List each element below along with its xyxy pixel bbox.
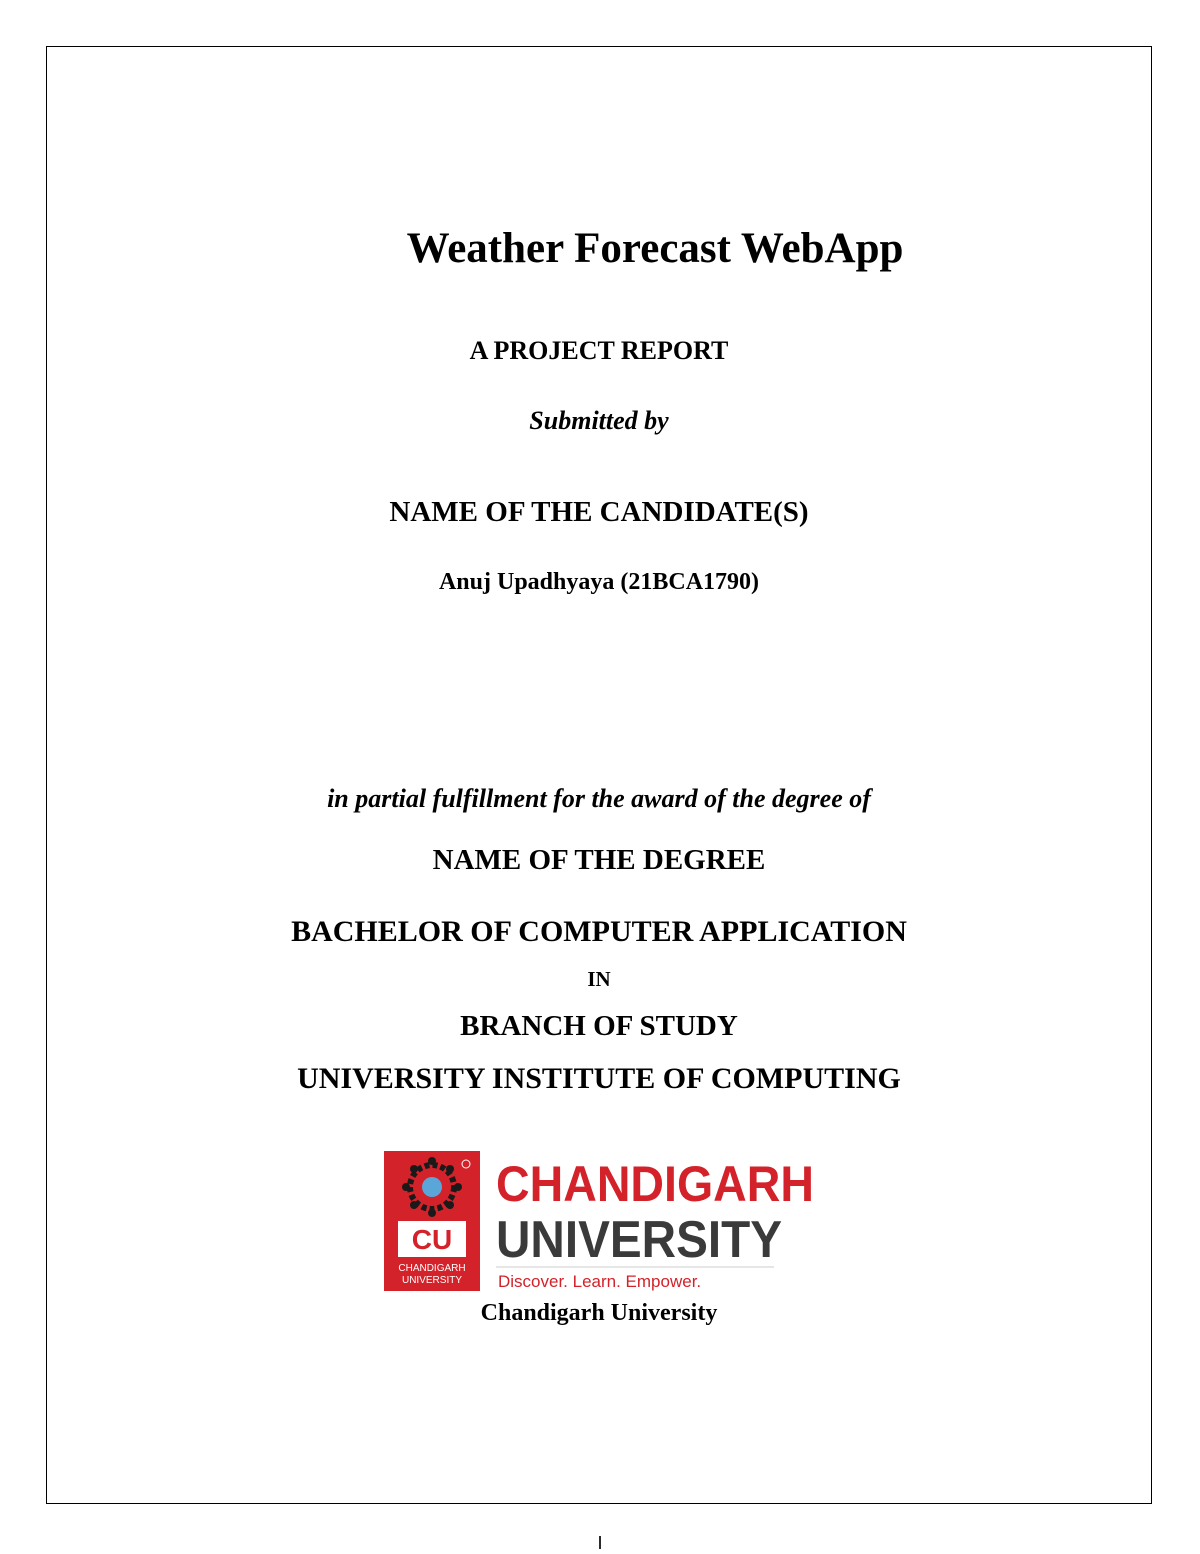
institute-name: UNIVERSITY INSTITUTE OF COMPUTING	[297, 1062, 901, 1095]
page-number: I	[597, 1533, 603, 1553]
submitted-by: Submitted by	[529, 406, 669, 435]
partial-fulfillment-text: in partial fulfillment for the award of the degree of	[327, 784, 871, 813]
branch-heading: BRANCH OF STUDY	[460, 1010, 738, 1042]
project-title: Weather Forecast WebApp	[406, 225, 904, 272]
logo-wordmark-line-2: UNIVERSITY	[496, 1211, 782, 1269]
candidate-name: Anuj Upadhyaya (21BCA1790)	[438, 569, 760, 595]
candidate-heading: NAME OF THE CANDIDATE(S)	[389, 496, 809, 528]
university-logo	[384, 1151, 816, 1291]
logo-wordmark-line-1: CHANDIGARH	[496, 1156, 814, 1212]
logo-tagline: Discover. Learn. Empower.	[498, 1272, 702, 1291]
university-name: Chandigarh University	[480, 1300, 718, 1326]
logo-badge-caption-1: CHANDIGARH	[398, 1263, 466, 1274]
in-label: IN	[587, 967, 611, 991]
degree-name: BACHELOR OF COMPUTER APPLICATION	[291, 915, 907, 948]
logo-cu-letters: CU	[411, 1224, 453, 1255]
degree-heading: NAME OF THE DEGREE	[432, 844, 766, 876]
logo-badge-caption-2: UNIVERSITY	[401, 1275, 463, 1286]
report-type: A PROJECT REPORT	[469, 336, 729, 365]
